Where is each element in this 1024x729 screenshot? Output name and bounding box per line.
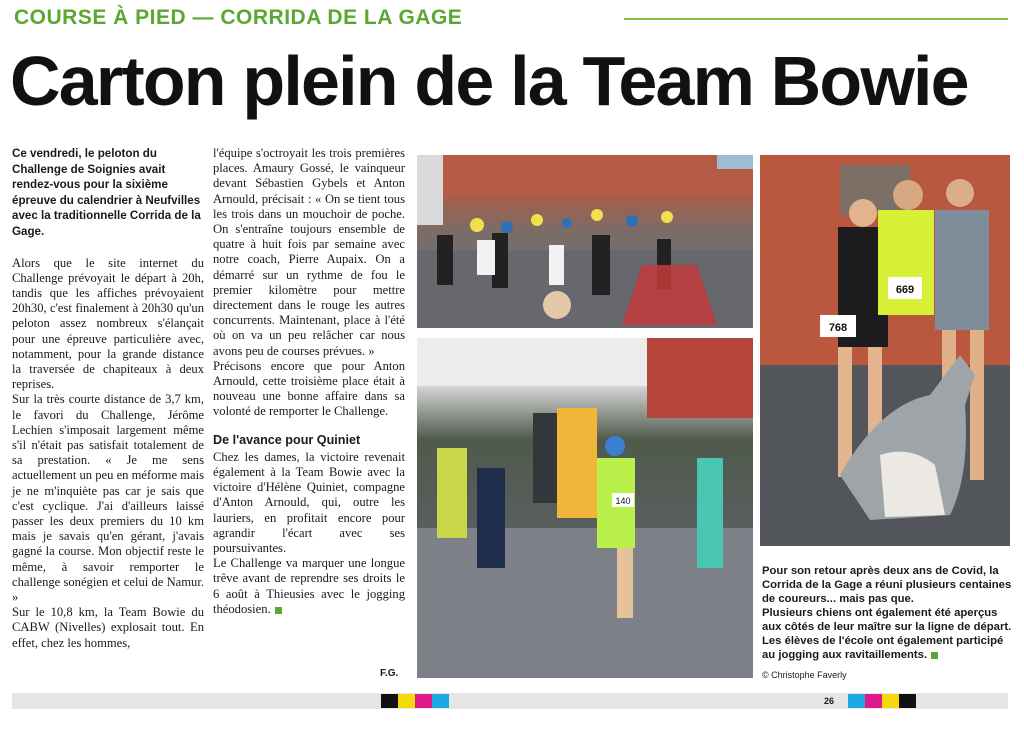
- kicker-rule: [624, 18, 1008, 20]
- article-paragraph: [213, 556, 405, 617]
- photo-runners-tent-illustration: [417, 338, 753, 678]
- article-column-2: [213, 146, 405, 617]
- article-paragraph: Sur la très courte distance de 3,7 km, le favori du Challenge, Jérôme Lechien s'imposait largement même s'il n'était pas satisfait totalement de sa prestation. « Je me sens actuellement un peu en méforme mais je ne m'inquiète pas car je sais que c'est cyclique. J'ai d'ailleurs laissé passer les deux premiers du 10 km mais je savais qu'en gérant, j'avais gagné la course. Mon objectif reste le même, à savoir remporter le challenge sonégien et celui de Namur. »: [12, 392, 204, 605]
- color-registration-marks: [381, 694, 449, 708]
- article-paragraph: Sur le 10,8 km, la Team Bowie du CABW (Nivelles) explosait tout. En effet, chez les hommes,: [12, 605, 204, 650]
- page-number: 26: [824, 696, 835, 706]
- photo-runners-street-illustration: [417, 155, 753, 328]
- bib-number: 669: [895, 284, 915, 296]
- article-paragraph: Alors que le site internet du Challenge prévoyait le départ à 20h, tandis que les affiches prévoyaient 20h30, c'est finalement à 20h30 qu'un peloton assez nombreux s'élançait pour une épreuve particulière avec, notamment, pour la grande distance la traversée de chapiteaux à deux reprises.: [12, 255, 204, 392]
- photo-women-with-dog: [760, 155, 1010, 546]
- article-paragraph-text: Le Challenge va marquer une longue trêve avant de reprendre ses droits le 6 août à Thieusies avec le jogging théodosien.: [213, 556, 405, 616]
- photo-runners-tent: [417, 338, 753, 678]
- article-paragraph: Précisons encore que pour Anton Arnould, cette troisième place était à nouveau une bonne affaire dans sa volonté de remporter le Challenge.: [213, 358, 405, 419]
- caption-paragraph: Pour son retour après deux ans de Covid, la Corrida de la Gage a réuni plusieurs centaines de coureurs... mais pas que.: [762, 565, 1012, 605]
- caption-paragraph-text: Plusieurs chiens ont également été aperçus aux côtés de leur maître sur la ligne de départ. Les élèves de l'école ont également participé au jogging aux ravitaillements.: [762, 607, 1012, 661]
- photo-credit: © Christophe Faverly: [762, 670, 847, 680]
- article-lead: Ce vendredi, le peloton du Challenge de Soignies avait rendez-vous pour la sixième épreuve du calendrier à Neufvilles avec la traditionnelle Corrida de la Gage.: [12, 147, 201, 238]
- article-subhead: De l'avance pour Quiniet: [213, 432, 361, 447]
- photo-runners-street: [417, 155, 753, 328]
- photo-caption: [762, 564, 1012, 662]
- color-registration-marks: [848, 694, 916, 708]
- byline: F.G.: [380, 668, 399, 679]
- article-paragraph: l'équipe s'octroyait les trois premières places. Amaury Gossé, le vainqueur devant Sébastien Gybels et Anton Arnould, précisait : « On se tient tous les trois dans un mouchoir de poche. On s'entraîne toujours ensemble de quatre à huit fois par semaine avec notre coach, Pierre Aupaix. On a démarré sur un rythme de fou le premier kilomètre pour mettre directement dans le rouge les autres concurrents. Maintenant, place à l'été où on va un peu relâcher car nous avons peu de courses prévues. »: [213, 146, 405, 358]
- bib-number: 140: [615, 496, 631, 506]
- article-column-1: [12, 146, 204, 651]
- article-paragraph: Chez les dames, la victoire revenait également à la Team Bowie avec la victoire d'Hélène Quiniet, compagne d'Anton Arnould, qui, outre les lauriers, en profitait encore pour agrandir l'écart avec ses poursuivantes.: [213, 449, 405, 556]
- end-mark-icon: [275, 607, 282, 614]
- section-kicker: COURSE À PIED — CORRIDA DE LA GAGE: [14, 6, 463, 29]
- headline: Carton plein de la Team Bowie: [10, 42, 968, 120]
- end-mark-icon: [931, 652, 938, 659]
- photo-women-with-dog-illustration: [760, 155, 1010, 546]
- bib-number: 768: [828, 322, 848, 334]
- caption-paragraph: [762, 606, 1012, 662]
